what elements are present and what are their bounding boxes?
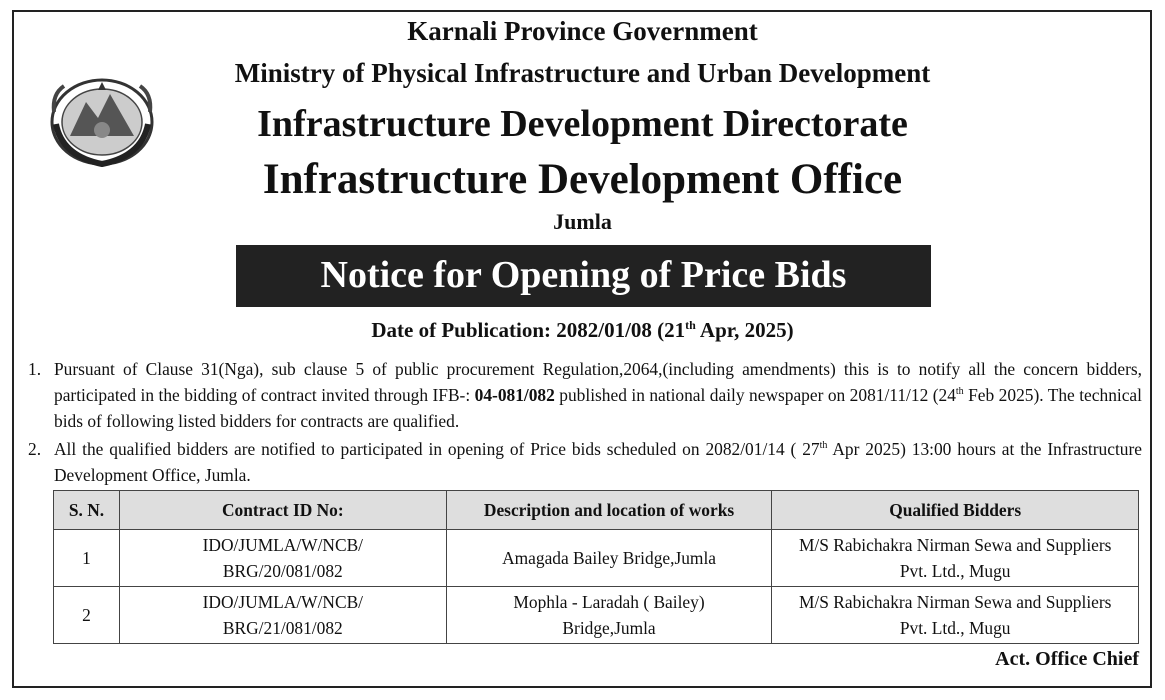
cell-bidder (772, 530, 1139, 587)
table-row (54, 530, 1139, 587)
contract-id-line: IDO/JUMLA/W/NCB/ (202, 592, 364, 612)
province-government-heading: Karnali Province Government (407, 16, 758, 46)
column-header-description: Description and location of works (446, 491, 772, 530)
bidder-line: Pvt. Ltd., Mugu (899, 618, 1011, 638)
directorate-heading: Infrastructure Development Directorate (257, 103, 908, 145)
paragraph-text: published in national daily newspaper on 2081/11/12 (24 (554, 385, 956, 405)
ministry-heading: Ministry of Physical Infrastructure and Urban Development (234, 58, 931, 88)
bidder-line: M/S Rabichakra Nirman Sewa and Suppliers (798, 592, 1112, 612)
cell-bidder (772, 587, 1139, 644)
contract-id-line: BRG/21/081/082 (222, 618, 343, 638)
contract-id-line: IDO/JUMLA/W/NCB/ (202, 535, 364, 555)
description-line: Amagada Bailey Bridge,Jumla (502, 548, 717, 568)
qualified-bidders-table (53, 490, 1139, 644)
superscript: th (819, 440, 828, 452)
description-line: Bridge,Jumla (562, 618, 656, 638)
paragraph-number: 2. (28, 439, 42, 459)
paragraph-text: Feb 2025). The technical bids of following listed bidders for contracts are qualified. (54, 385, 1142, 431)
office-heading: Infrastructure Development Office (262, 156, 903, 203)
pub-date-sup: th (685, 318, 696, 332)
column-header-bidders: Qualified Bidders (772, 491, 1139, 530)
location-heading: Jumla (553, 209, 612, 234)
cell-sn: 2 (54, 587, 120, 644)
cell-sn: 1 (54, 530, 120, 587)
signature-title: Act. Office Chief (995, 648, 1139, 670)
column-header-sn: S. N. (54, 491, 120, 530)
bidder-line: Pvt. Ltd., Mugu (899, 561, 1011, 581)
cell-description (446, 587, 772, 644)
paragraph-text: Pursuant of Clause 31(Nga), sub clause 5 of public procurement Regulation,2064,(including amendments) this is to notify all the concern bidders, participated in the bidding of contract invited through IFB-: (54, 359, 1142, 405)
paragraph-1 (28, 356, 1142, 434)
paragraph-number: 1. (28, 359, 42, 379)
paragraph-2 (28, 436, 1142, 488)
notice-paragraphs (28, 356, 1142, 490)
ifb-number: 04-081/082 (474, 385, 555, 405)
paragraph-text: All the qualified bidders are notified to participated in opening of Price bids scheduled on 2082/01/14 ( 27 (54, 439, 820, 459)
pub-date-suffix: Apr, 2025) (695, 318, 794, 342)
publication-date (0, 318, 1165, 343)
notice-title-banner (236, 245, 931, 307)
description-line: Mophla - Laradah ( Bailey) (513, 592, 705, 612)
paragraph-text: Apr 2025) 13:00 hours at the Infrastructure Development Office, Jumla. (54, 439, 1142, 485)
table-header-row (54, 491, 1139, 530)
column-header-contract-id: Contract ID No: (119, 491, 446, 530)
contract-id-line: BRG/20/081/082 (222, 561, 343, 581)
table-row (54, 587, 1139, 644)
notice-title: Notice for Opening of Price Bids (320, 254, 847, 296)
cell-contract-id (119, 530, 446, 587)
bidder-line: M/S Rabichakra Nirman Sewa and Suppliers (798, 535, 1112, 555)
pub-date-prefix: Date of Publication: 2082/01/08 (21 (371, 318, 686, 342)
cell-contract-id (119, 587, 446, 644)
superscript: th (955, 386, 964, 398)
cell-description (446, 530, 772, 587)
